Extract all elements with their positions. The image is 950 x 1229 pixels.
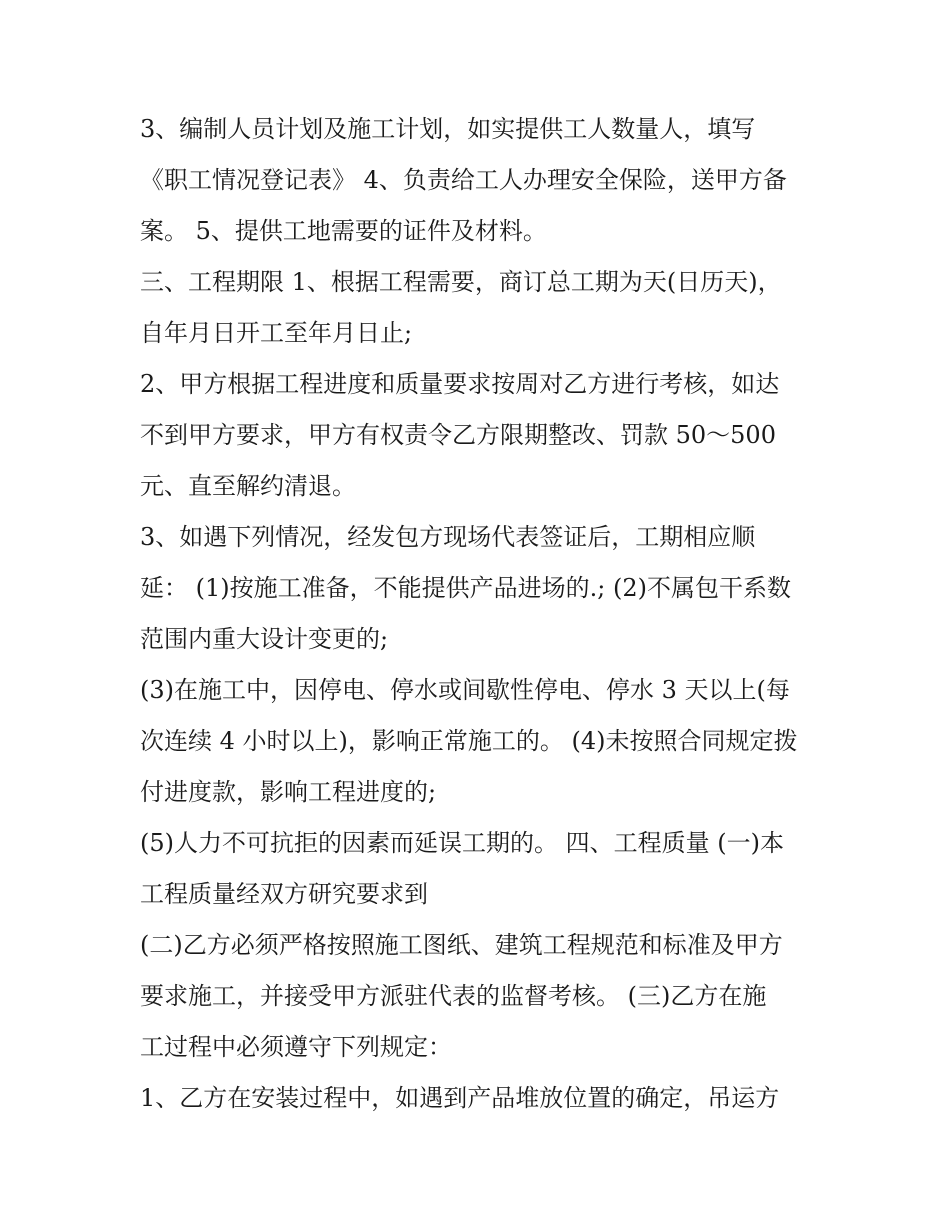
text-line: 工过程中必须遵守下列规定： <box>140 1033 452 1061</box>
text-line: 工程质量经双方研究要求到 <box>140 880 428 908</box>
text-line: 付进度款，影响工程进度的; <box>140 778 437 806</box>
text-line: 不到甲方要求，甲方有权责令乙方限期整改、罚款 50～500 <box>140 421 776 449</box>
text-line: 元、直至解约清退。 <box>140 472 356 500</box>
text-line: (3)在施工中，因停电、停水或间歇性停电、停水 3 天以上(每 <box>140 676 790 704</box>
text-line: 次连续 4 小时以上)，影响正常施工的。 (4)未按照合同规定拨 <box>140 727 798 755</box>
text-line: (5)人力不可抗拒的因素而延误工期的。 四、工程质量 (一)本 <box>140 829 784 857</box>
text-line: 延： (1)按施工准备，不能提供产品进场的.; (2)不属包干系数 <box>140 574 791 602</box>
text-line: 三、工程期限 1、根据工程需要，商订总工期为天(日历天)， <box>140 268 782 296</box>
text-line: 要求施工，并接受甲方派驻代表的监督考核。 (三)乙方在施 <box>140 982 767 1010</box>
text-line: 案。 5、提供工地需要的证件及材料。 <box>140 217 547 245</box>
text-line: 自年月日开工至年月日止; <box>140 319 413 347</box>
text-line: 3、如遇下列情况，经发包方现场代表签证后，工期相应顺 <box>140 523 756 551</box>
text-line: 3、编制人员计划及施工计划，如实提供工人数量人，填写 <box>140 115 756 143</box>
text-line: 2、甲方根据工程进度和质量要求按周对乙方进行考核，如达 <box>140 370 780 398</box>
text-line: (二)乙方必须严格按照施工图纸、建筑工程规范和标准及甲方 <box>140 931 783 959</box>
text-line: 范围内重大设计变更的; <box>140 625 389 653</box>
text-line: 1、乙方在安装过程中，如遇到产品堆放位置的确定，吊运方 <box>140 1084 780 1112</box>
text-line: 《职工情况登记表》 4、负责给工人办理安全保险，送甲方备 <box>140 166 787 194</box>
